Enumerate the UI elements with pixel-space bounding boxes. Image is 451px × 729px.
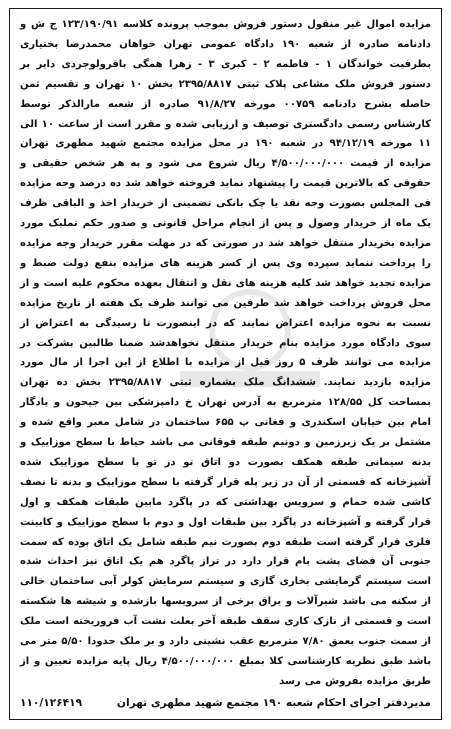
notice-footer xyxy=(20,693,431,713)
notice-frame xyxy=(9,8,442,720)
notice-issuer: مدیردفتر اجرای احکام شعبه ۱۹۰ مجتمع شهید مطهری تهران xyxy=(116,696,431,709)
notice-code: ۱۱۰/۱۲۶۴۱۹ xyxy=(20,696,83,709)
notice-body-text: مزایده اموال غیر منقول دستور فروش بموجب پرونده کلاسه ۱۲۳/۱۹۰/۹۱ ج ش و دادنامه صادره از شعبه ۱۹۰ دادگاه عمومی تهران خواهان محمدرضا بختیاری بطرفیت خواندگان ۱ - فاطمه ۲ - کبری ۳ - زهرا همگی باقرولوجردی دایر بر دستور فروش ملک مشاعی پلاک ثبتی ۲۳۹۵/۸۸۱۷ بخش ۱۰ تهران و تقسیم ثمن حاصله بشرح دادنامه ۰۰۷۵۹ مورخه ۹۱/۸/۲۷ صادره از شعبه مارالذکر توسط کارشناس رسمی دادگستری توصیف و ارزیابی شده و مقرر است از ساعت ۱۰ الی ۱۱ مورخه ۹۴/۱۲/۱۹ در شعبه ۱۹۰ در محل مزایده مجتمع شهید مطهری تهران مزایده از قیمت ۴/۵۰۰/۰۰۰/۰۰۰ ریال شروع می شود و به هر شخص حقیقی و حقوقی که بالاترین قیمت را پیشنهاد نماید فروخته خواهد شد ده درصد وجه مزایده فی المجلس بصورت وجه نقد یا چک بانکی تضمینی از خریدار اخذ و الباقی ظرف یک ماه از خریدار وصول و پس از انجام مراحل قانونی و صدور حکم تملیک مورد مزایده بخریدار منتقل خواهد شد در صورتی که در مهلت مقرر خریدار وجه مزایده را پرداخت ننماید سپرده وی پس از کسر هزینه های مزایده بنفع دولت ضبط و مزایده تجدید خواهد شد کلیه هزینه های نقل و انتقال بعهده محکوم علیه است و از محل فروش پرداخت خواهد شد طرفین می توانند ظرف یک هفته از تاریخ مزایده نسبت به نحوه مزایده اعتراض نمایند که در اینصورت تا رسیدگی به اعتراض از سوی دادگاه مورد مزایده بنام خریدار منتقل نخواهدشد ضمنا طالبین بشرکت در مزایده می توانند ظرف ۵ روز قبل از مزایده با اطلاع از این اجرا از مال مورد مزایده بازدید نمایند. ششدانگ ملک بشماره ثبتی ۲۳۹۵/۸۸۱۷ بخش ده تهران بمساحت کل ۱۲۸/۵۵ مترمربع به آدرس تهران خ دامپزشکی بین جیحون و یادگار امام بین خیابان اسکندری و فغانی پ ۶۵۵ ساختمان در شامل معبر واقع شده و مشتمل بر یک زیرزمین و دونیم طبقه فوقانی می باشد حیاط با سطح موزاییک و بدنه سیمانی طبقه همکف بصورت دو اتاق تو در تو با سطح موزاییک شده آشپزخانه که قسمتی از آن در زیر پله قرار گرفته با سطح موزاییک و بدنه تا نصف کاشی شده حمام و سرویس بهداشتی که در پاگرد مابین طبقات همکف و اول قرار گرفته و آشپزخانه در پاگرد بین طبقات اول و دوم با سطح موزاییک و کابینت فلزی قرار گرفته است طبقه دوم بصورت نیم طبقه شامل یک اتاق بوده که سمت جنوبی آن فضای پشت بام قرار دارد در تراز پاگرد هم یک اتاق نیز احداث شده است سیستم گرمایشی بخاری گازی و سیستم سرمایش کولر آبی ساختمان خالی از سکنه می باشد شیرآلات و یراق برخی از سرویسها بازشده و شیشه ها شکسته است و قسمتی از نازک کاری سقف طبقه آخر بعلت نشت آب فروریخته است ملک از سمت جنوب بعمق ۷/۸۰ مترمربع عقب نشینی دارد و بر ملک حدودا ۵/۵۰ متر می باشد طبق نظریه کارشناسی کلا بمبلغ ۴/۵۰۰/۰۰۰/۰۰۰ ریال پایه مزایده تعیین و از طریق مزایده بفروش می رسد xyxy=(20,19,432,687)
